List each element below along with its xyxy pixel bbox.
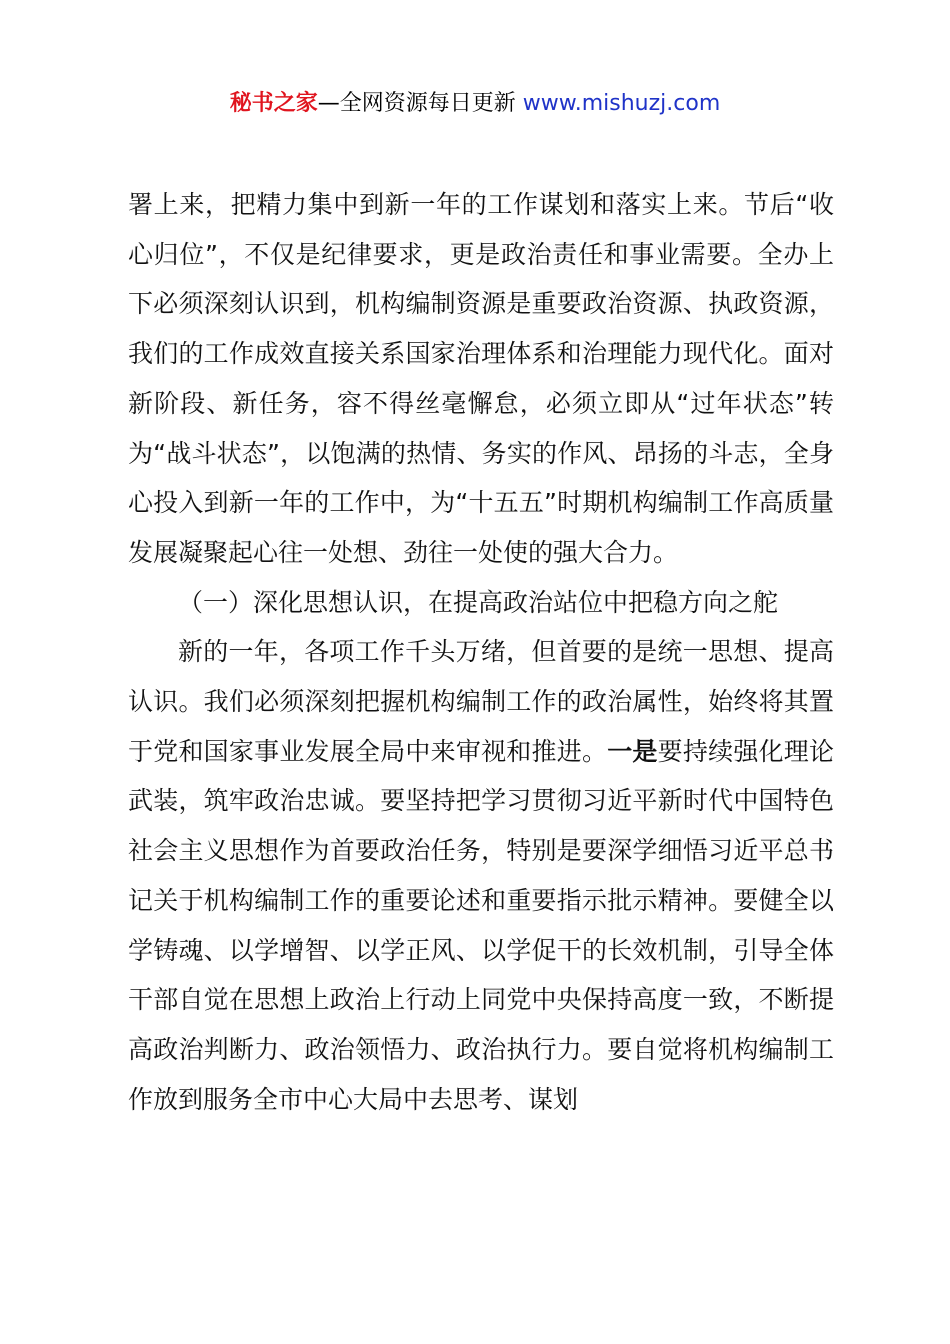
page-header — [0, 88, 950, 120]
document-body — [128, 180, 834, 1124]
paragraph-continued: 署上来，把精力集中到新一年的工作谋划和落实上来。节后“收心归位”，不仅是纪律要求，更是政治责任和事业需要。全办上下必须深刻认识到，机构编制资源是重要政治资源、执政资源，我们的工作成效直接关系国家治理体系和治理能力现代化。面对新阶段、新任务，容不得丝毫懈怠，必须立即从“过年状态”转为“战斗状态”，以饱满的热情、务实的作风、昂扬的斗志，全身心投入到新一年的工作中，为“十五五”时期机构编制工作高质量发展凝聚起心往一处想、劲往一处使的强大合力。 — [128, 190, 834, 567]
site-url-link[interactable]: www.mishuzj.com — [522, 91, 721, 116]
section-heading: （一）深化思想认识，在提高政治站位中把稳方向之舵 — [178, 587, 779, 617]
paragraph-bold-lead: 一是 — [607, 736, 658, 766]
paragraph-text: 新的一年，各项工作千头万绪，但首要的是统一思想、提高认识。我们必须深刻把握机构编制工作的政治属性，始终将其置于党和国家事业发展全局中来审视和推进。 — [128, 637, 834, 766]
header-tagline: —全网资源每日更新 — [317, 91, 523, 116]
paragraph — [128, 627, 834, 1124]
paragraph-text: 要持续强化理论武装，筑牢政治忠诚。要坚持把学习贯彻习近平新时代中国特色社会主义思想作为首要政治任务，特别是要深学细悟习近平总书记关于机构编制工作的重要论述和重要指示批示精神。要健全以学铸魂、以学增智、以学正风、以学促干的长效机制，引导全体干部自觉在思想上政治上行动上同党中央保持高度一致，不断提高政治判断力、政治领悟力、政治执行力。要自觉将机构编制工作放到服务全市中心大局中去思考、谋划 — [128, 736, 834, 1114]
brand-name: 秘书之家 — [229, 91, 318, 116]
